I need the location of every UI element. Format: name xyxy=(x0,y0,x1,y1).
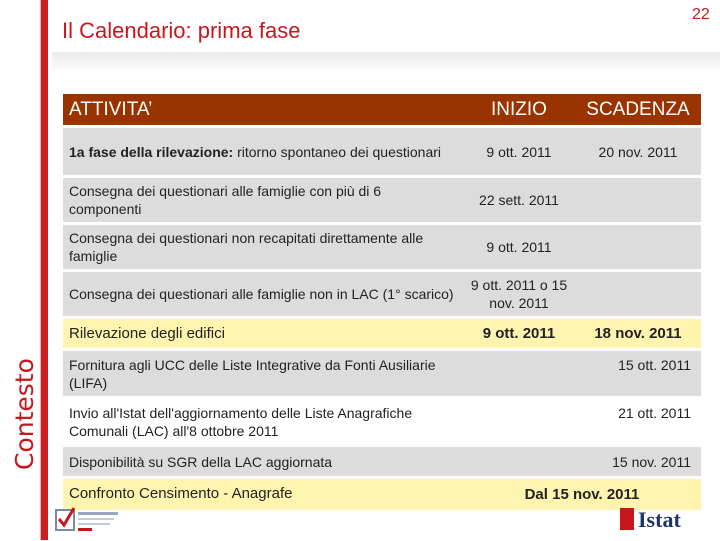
end-date-cell xyxy=(575,224,701,271)
census-logo xyxy=(54,504,124,536)
activity-cell: Rilevazione degli edifici xyxy=(63,318,463,350)
end-date-cell xyxy=(575,177,701,224)
table-row xyxy=(63,177,701,224)
calendar-table xyxy=(63,94,701,510)
table-row xyxy=(63,446,701,478)
end-date-cell: 20 nov. 2011 xyxy=(575,127,701,177)
section-label: Contesto xyxy=(10,358,39,470)
end-date-cell xyxy=(575,271,701,318)
activity-cell: Consegna dei questionari alle famiglie non in LAC (1° scarico) xyxy=(63,271,463,318)
istat-brand-text: Istat xyxy=(638,507,681,532)
start-date-cell: 9 ott. 2011 xyxy=(463,318,575,350)
end-date-cell: 18 nov. 2011 xyxy=(575,318,701,350)
table-row xyxy=(63,350,701,398)
activity-cell: Confronto Censimento - Anagrafe xyxy=(63,478,463,510)
start-date-cell: 9 ott. 2011 xyxy=(463,127,575,177)
activity-rest-text: ritorno spontaneo dei questionari xyxy=(233,143,442,160)
table-row-highlight xyxy=(63,478,701,510)
activity-cell: Disponibilità su SGR della LAC aggiornata xyxy=(63,446,463,478)
start-date-cell: 9 ott. 2011 o 15 nov. 2011 xyxy=(463,271,575,318)
census-logo-icon xyxy=(54,504,124,536)
activity-bold-text: 1a fase della rilevazione: xyxy=(69,143,234,160)
table-row-highlight xyxy=(63,318,701,350)
table-row xyxy=(63,127,701,177)
activity-cell: Invio all'Istat dell'aggiornamento delle Liste Anagrafiche Comunali (LAC) all'8 ottobre 2011 xyxy=(63,398,463,446)
column-header-activity: ATTIVITA’ xyxy=(63,94,463,127)
table-header-row xyxy=(63,94,701,127)
table-row xyxy=(63,398,701,446)
date-cell: Dal 15 nov. 2011 xyxy=(463,478,701,510)
date-cell: 21 ott. 2011 xyxy=(463,398,701,446)
istat-logo xyxy=(620,507,681,533)
istat-mark-icon xyxy=(620,508,634,530)
date-cell: 15 nov. 2011 xyxy=(463,446,701,478)
table-row xyxy=(63,224,701,271)
page-title: Il Calendario: prima fase xyxy=(62,18,301,43)
activity-cell xyxy=(63,127,463,177)
date-cell: 15 ott. 2011 xyxy=(463,350,701,398)
activity-cell: Consegna dei questionari alle famiglie con più di 6 componenti xyxy=(63,177,463,224)
activity-cell: Fornitura agli UCC delle Liste Integrative da Fonti Ausiliarie (LIFA) xyxy=(63,350,463,398)
page-number: 22 xyxy=(692,6,710,23)
table-row xyxy=(63,271,701,318)
start-date-cell: 22 sett. 2011 xyxy=(463,177,575,224)
start-date-cell: 9 ott. 2011 xyxy=(463,224,575,271)
column-header-start: INIZIO xyxy=(463,94,575,127)
column-header-end: SCADENZA xyxy=(575,94,701,127)
activity-cell: Consegna dei questionari non recapitati direttamente alle famiglie xyxy=(63,224,463,271)
title-divider xyxy=(52,52,720,74)
